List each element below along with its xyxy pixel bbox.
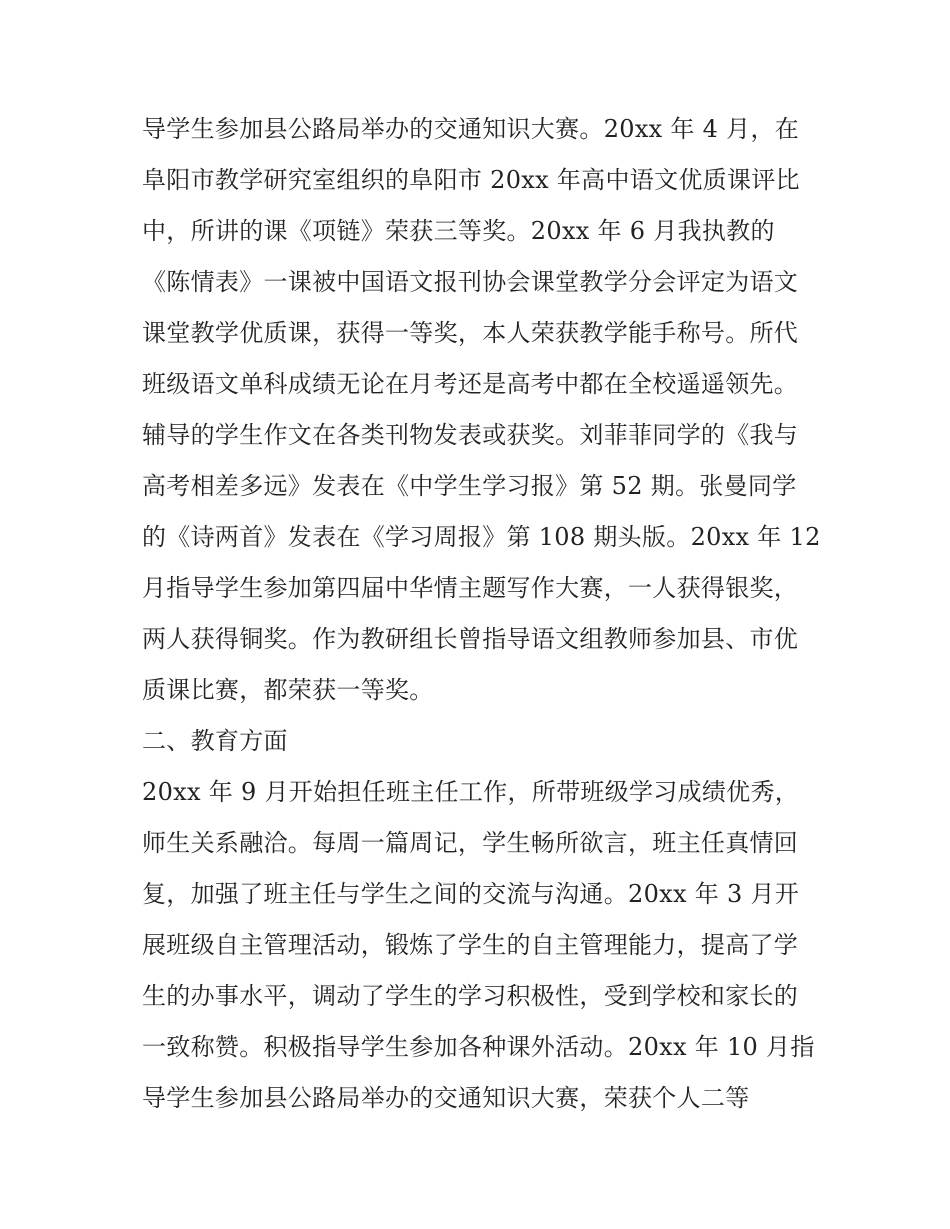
text-line: 20xx 年 9 月开始担任班主任工作，所带班级学习成绩优秀， — [142, 778, 800, 806]
text-line: 高考相差多远》发表在《中学生学习报》第 52 期。张曼同学 — [142, 472, 797, 500]
text-line: 班级语文单科成绩无论在月考还是高考中都在全校遥遥领先。 — [142, 370, 799, 398]
document-body — [142, 104, 822, 1124]
text-line: 中，所讲的课《项链》荣获三等奖。20xx 年 6 月我执教的 — [142, 217, 775, 245]
text-line: 阜阳市教学研究室组织的阜阳市 20xx 年高中语文优质课评比 — [142, 166, 800, 194]
section-heading: 二、教育方面 — [142, 727, 288, 755]
text-line: 一致称赞。积极指导学生参加各种课外活动。20xx 年 10 月指 — [142, 1033, 815, 1061]
text-line: 展班级自主管理活动，锻炼了学生的自主管理能力，提高了学 — [142, 931, 799, 959]
text-line: 两人获得铜奖。作为教研组长曾指导语文组教师参加县、市优 — [142, 625, 799, 653]
text-line: 复，加强了班主任与学生之间的交流与沟通。20xx 年 3 月开 — [142, 880, 800, 908]
text-line: 课堂教学优质课，获得一等奖，本人荣获教学能手称号。所代 — [142, 319, 799, 347]
text-line: 生的办事水平，调动了学生的学习积极性，受到学校和家长的 — [142, 982, 799, 1010]
text-line: 月指导学生参加第四届中华情主题写作大赛，一人获得银奖， — [142, 574, 799, 602]
text-line: 质课比赛，都荣获一等奖。 — [142, 676, 434, 704]
text-line: 师生关系融洽。每周一篇周记，学生畅所欲言，班主任真情回 — [142, 829, 799, 857]
text-line: 辅导的学生作文在各类刊物发表或获奖。刘菲菲同学的《我与 — [142, 421, 799, 449]
text-line: 导学生参加县公路局举办的交通知识大赛。20xx 年 4 月，在 — [142, 115, 800, 143]
text-line: 《陈情表》一课被中国语文报刊协会课堂教学分会评定为语文 — [142, 268, 799, 296]
text-line: 的《诗两首》发表在《学习周报》第 108 期头版。20xx 年 12 — [142, 523, 821, 551]
text-line: 导学生参加县公路局举办的交通知识大赛，荣获个人二等 — [142, 1084, 750, 1112]
